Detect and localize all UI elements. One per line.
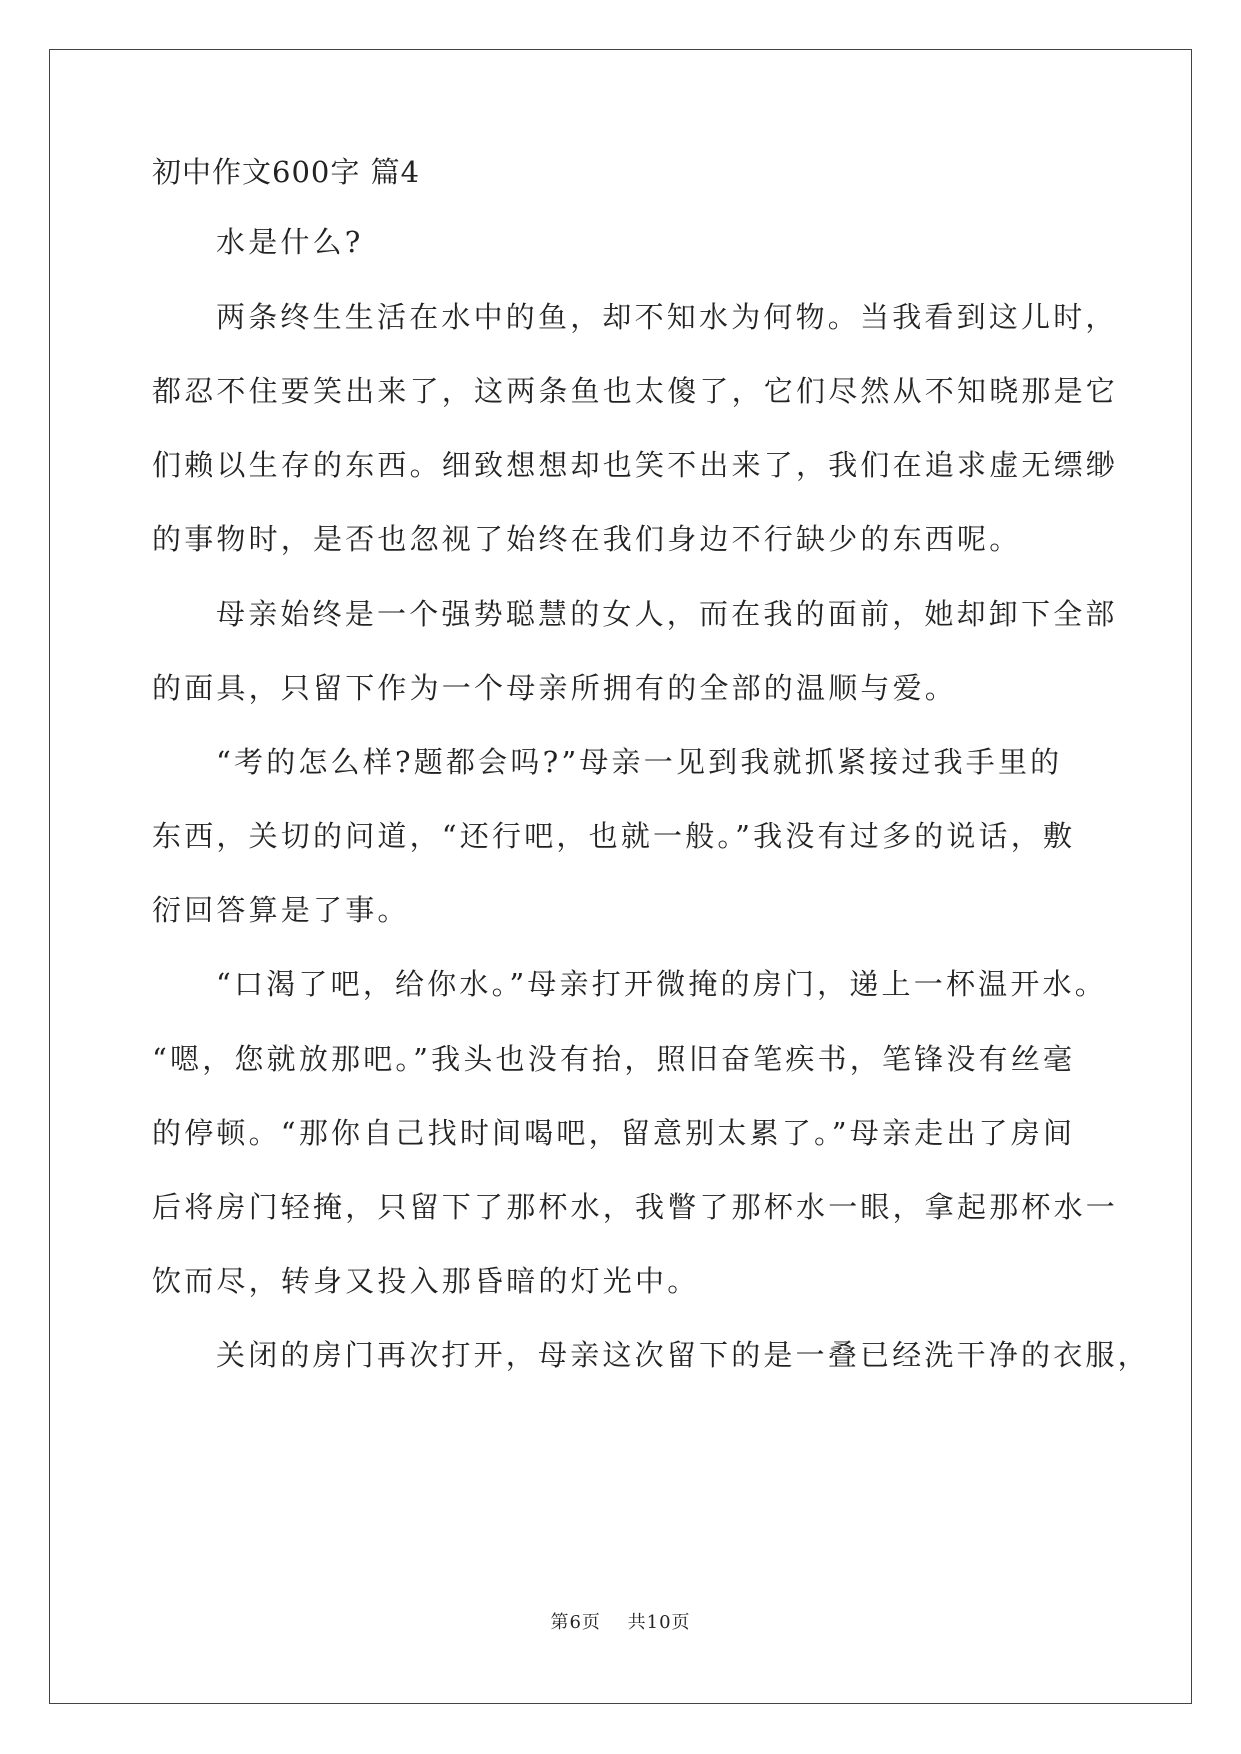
text-line: 饮而尽，转身又投入那昏暗的灯光中。 bbox=[152, 1264, 700, 1298]
text-line: 水是什么? bbox=[216, 225, 364, 259]
text-line: 母亲始终是一个强势聪慧的女人，而在我的面前，她却卸下全部 bbox=[216, 597, 1118, 631]
text-line: 关闭的房门再次打开，母亲这次留下的是一叠已经洗干净的衣服， bbox=[216, 1338, 1150, 1372]
text-line: 东西，关切的问道，“还行吧，也就一般。”我没有过多的说话，敷 bbox=[152, 819, 1076, 853]
page-number: 第6页 bbox=[550, 1612, 601, 1633]
text-line: 后将房门轻掩，只留下了那杯水，我瞥了那杯水一眼，拿起那杯水一 bbox=[152, 1190, 1119, 1224]
text-line: 衍回答算是了事。 bbox=[152, 893, 410, 927]
text-line: 的事物时，是否也忽视了始终在我们身边不行缺少的东西呢。 bbox=[152, 522, 1022, 556]
text-line: “考的怎么样?题都会吗?”母亲一见到我就抓紧接过我手里的 bbox=[216, 745, 1063, 779]
text-line: 两条终生生活在水中的鱼，却不知水为何物。当我看到这儿时， bbox=[216, 300, 1118, 334]
text-line: 都忍不住要笑出来了，这两条鱼也太傻了，它们尽然从不知晓那是它 bbox=[152, 374, 1119, 408]
essay-heading: 初中作文600字 篇4 bbox=[152, 155, 421, 189]
page-total: 共10页 bbox=[627, 1612, 691, 1633]
text-line: “口渴了吧，给你水。”母亲打开微掩的房门，递上一杯温开水。 bbox=[216, 967, 1107, 1001]
text-line: 的面具，只留下作为一个母亲所拥有的全部的温顺与爱。 bbox=[152, 671, 958, 705]
text-line: 们赖以生存的东西。细致想想却也笑不出来了，我们在追求虚无缥缈 bbox=[152, 448, 1119, 482]
text-line: 的停顿。“那你自己找时间喝吧，留意别太累了。”母亲走出了房间 bbox=[152, 1116, 1076, 1150]
text-line: “嗯，您就放那吧。”我头也没有抬，照旧奋笔疾书，笔锋没有丝毫 bbox=[152, 1042, 1076, 1076]
page-footer bbox=[0, 1608, 1241, 1634]
